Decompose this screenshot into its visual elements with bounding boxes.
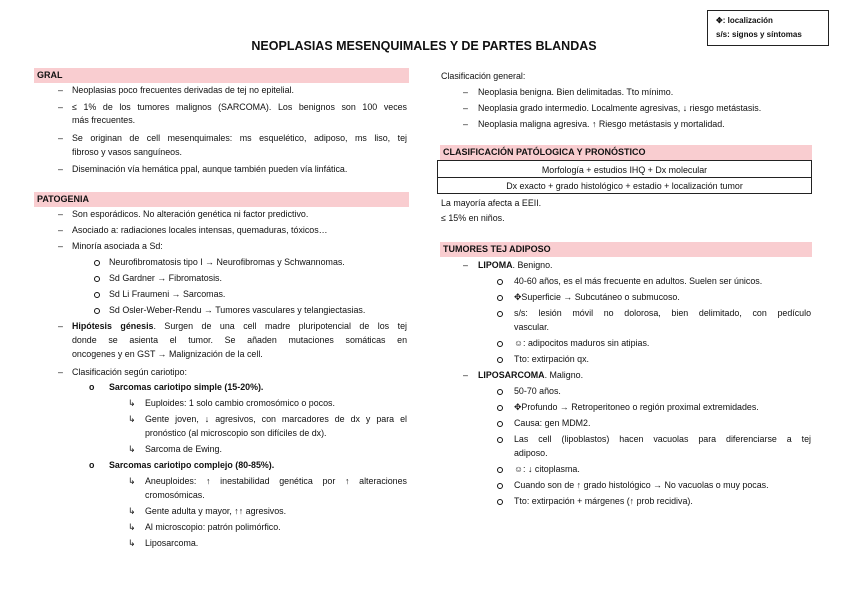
bullet-dash: – bbox=[463, 119, 468, 129]
bullet-circle bbox=[94, 292, 100, 298]
bullet-circle-bold: o bbox=[89, 460, 95, 470]
bullet-circle bbox=[497, 499, 503, 505]
legend-signos: s/s: signos y síntomas bbox=[716, 30, 802, 39]
gral-item-1: Neoplasias poco frecuentes derivadas de tej no epitelial. bbox=[72, 85, 295, 95]
bullet-circle-bold: o bbox=[89, 382, 95, 392]
bullet-dash: – bbox=[58, 321, 63, 331]
sub-arrow-icon: ↳ bbox=[128, 444, 136, 454]
general-intermedio: Neoplasia grado intermedio. Localmente agresivas, ↓ riesgo metástasis. bbox=[478, 103, 762, 113]
section-clasificacion-heading: CLASIFICACIÓN PATÓLOGICA Y PRONÓSTICO bbox=[440, 145, 812, 160]
patogenia-esporadicos: Son esporádicos. No alteración genética ni factor predictivo. bbox=[72, 209, 309, 219]
box-dx-exacto: Dx exacto + grado histológico + estadio + localización tumor bbox=[506, 181, 743, 191]
sub-arrow-icon: ↳ bbox=[128, 506, 136, 516]
simple-gente-joven: Gente joven, ↓ agresivos, con marcadores de dx y para el bbox=[145, 414, 407, 424]
simple-ewing: Sarcoma de Ewing. bbox=[145, 444, 222, 454]
hipotesis-line-1 bbox=[72, 320, 407, 332]
bullet-dash: – bbox=[58, 102, 63, 112]
clasificacion-general-heading: Clasificación general: bbox=[441, 71, 526, 81]
section-patogenia-heading: PATOGENIA bbox=[34, 192, 409, 207]
hipotesis-text: . Surgen de una cell madre pluripotencial de los tej bbox=[153, 321, 407, 331]
sd-osler: Sd Osler-Weber-Rendu → Tumores vasculares y telangiectasias. bbox=[109, 305, 366, 315]
patogenia-asociado: Asociado a: radiaciones locales intensas, quemaduras, tóxicos… bbox=[72, 225, 328, 235]
bullet-dash: – bbox=[58, 209, 63, 219]
bullet-dash: – bbox=[463, 87, 468, 97]
nota-ninos: ≤ 15% en niños. bbox=[441, 213, 505, 223]
complejo-aneuploides-cont: cromosómicas. bbox=[145, 490, 205, 500]
liposarcoma-grado: Cuando son de ↑ grado histológico → No vacuolas o muy pocas. bbox=[514, 480, 769, 490]
lipoma-localizacion: ✥Superficie → Subcutáneo o submucoso. bbox=[514, 292, 680, 302]
bullet-circle bbox=[497, 341, 503, 347]
section-adiposo-heading: TUMORES TEJ ADIPOSO bbox=[440, 242, 812, 257]
bullet-dash: – bbox=[58, 85, 63, 95]
sd-neurofibromatosis: Neurofibromatosis tipo I → Neurofibromas y Schwannomas. bbox=[109, 257, 345, 267]
bullet-dash: – bbox=[463, 370, 468, 380]
lipoma-tto: Tto: extirpación qx. bbox=[514, 354, 589, 364]
lipoma-signos-cont: vascular. bbox=[514, 322, 550, 332]
liposarcoma-edad: 50-70 años. bbox=[514, 386, 561, 396]
bullet-dash: – bbox=[58, 367, 63, 377]
hipotesis-line-2: donde se asienta el tumor. Se añaden mutaciones somáticas en bbox=[72, 335, 407, 345]
bullet-circle bbox=[497, 405, 503, 411]
complejo-liposarcoma: Liposarcoma. bbox=[145, 538, 199, 548]
complejo-gente-adulta: Gente adulta y mayor, ↑↑ agresivos. bbox=[145, 506, 287, 516]
hipotesis-line-3: oncogenes y en GST → Malignización de la cell. bbox=[72, 349, 263, 359]
lipoma-edad: 40-60 años, es el más frecuente en adultos. Suelen ser únicos. bbox=[514, 276, 763, 286]
bullet-dash: – bbox=[58, 133, 63, 143]
clasificacion-box bbox=[437, 160, 812, 194]
bullet-circle bbox=[94, 308, 100, 314]
nota-eeii: La mayoría afecta a EEII. bbox=[441, 198, 542, 208]
bullet-dash: – bbox=[463, 103, 468, 113]
liposarcoma-lipoblastos: Las cell (lipoblastos) hacen vacuolas para diferenciarse a tej bbox=[514, 434, 811, 444]
gral-item-3-cont: fibroso y vasos sanguíneos. bbox=[72, 147, 183, 157]
general-maligna: Neoplasia maligna agresiva. ↑ Riesgo metástasis y mortalidad. bbox=[478, 119, 725, 129]
lipoma-title bbox=[478, 259, 552, 271]
liposarcoma-tto: Tto: extirpación + márgenes (↑ prob recidiva). bbox=[514, 496, 693, 506]
bullet-circle bbox=[497, 389, 503, 395]
simple-gente-joven-cont: pronóstico (al microscopio son difíciles de dx). bbox=[145, 428, 327, 438]
lipoma-benigno: . Benigno. bbox=[512, 260, 553, 270]
legend-localizacion: ✥: localización bbox=[716, 16, 773, 25]
sub-arrow-icon: ↳ bbox=[128, 522, 136, 532]
sub-arrow-icon: ↳ bbox=[128, 538, 136, 548]
section-gral-heading: GRAL bbox=[34, 68, 409, 83]
page-title: NEOPLASIAS MESENQUIMALES Y DE PARTES BLANDAS bbox=[251, 39, 597, 53]
liposarcoma-maligno: . Maligno. bbox=[544, 370, 584, 380]
lipoma-microscopio: ☺: adipocitos maduros sin atipias. bbox=[514, 338, 650, 348]
liposarcoma-microscopio: ☺: ↓ citoplasma. bbox=[514, 464, 580, 474]
sd-gardner: Sd Gardner → Fibromatosis. bbox=[109, 273, 222, 283]
bullet-circle bbox=[497, 279, 503, 285]
sd-li-fraumeni: Sd Li Fraumeni → Sarcomas. bbox=[109, 289, 226, 299]
bullet-circle bbox=[497, 467, 503, 473]
bullet-circle bbox=[94, 260, 100, 266]
liposarcoma-lipoblastos-cont: adiposo. bbox=[514, 448, 548, 458]
gral-item-2: ≤ 1% de los tumores malignos (SARCOMA). Los benignos son 100 veces bbox=[72, 102, 407, 112]
gral-item-3: Se originan de cell mesenquimales: ms esquelético, adiposo, ms liso, tej bbox=[72, 133, 407, 143]
bullet-circle bbox=[497, 311, 503, 317]
gral-item-4: Diseminación vía hemática ppal, aunque también pueden vía linfática. bbox=[72, 164, 348, 174]
bullet-circle bbox=[497, 295, 503, 301]
general-benigna: Neoplasia benigna. Bien delimitadas. Tto mínimo. bbox=[478, 87, 674, 97]
clasificacion-cariotipo: Clasificación según cariotipo: bbox=[72, 367, 187, 377]
bullet-circle bbox=[497, 437, 503, 443]
liposarcoma-localizacion: ✥Profundo → Retroperitoneo o región proximal extremidades. bbox=[514, 402, 759, 412]
bullet-circle bbox=[94, 276, 100, 282]
box-morfologia: Morfología + estudios IHQ + Dx molecular bbox=[541, 165, 708, 175]
cariotipo-complejo: Sarcomas cariotipo complejo (80-85%). bbox=[109, 460, 275, 470]
liposarcoma-causa: Causa: gen MDM2. bbox=[514, 418, 591, 428]
lipoma-signos: s/s: lesión móvil no dolorosa, bien delimitado, con pedículo bbox=[514, 308, 811, 318]
bullet-circle bbox=[497, 483, 503, 489]
sub-arrow-icon: ↳ bbox=[128, 398, 136, 408]
simple-euploides: Euploides: 1 solo cambio cromosómico o pocos. bbox=[145, 398, 335, 408]
bullet-dash: – bbox=[58, 241, 63, 251]
box-divider bbox=[438, 177, 811, 178]
bullet-circle bbox=[497, 357, 503, 363]
lipoma-bold: LIPOMA bbox=[478, 260, 513, 270]
sub-arrow-icon: ↳ bbox=[128, 476, 136, 486]
complejo-aneuploides: Aneuploides: ↑ inestabilidad genética por ↑ alteraciones bbox=[145, 476, 407, 486]
hipotesis-bold: Hipótesis génesis bbox=[72, 321, 154, 331]
liposarcoma-title bbox=[478, 369, 583, 381]
liposarcoma-bold: LIPOSARCOMA bbox=[478, 370, 545, 380]
bullet-dash: – bbox=[58, 164, 63, 174]
bullet-circle bbox=[497, 421, 503, 427]
patogenia-minoria: Minoría asociada a Sd: bbox=[72, 241, 163, 251]
bullet-dash: – bbox=[463, 260, 468, 270]
complejo-microscopio: Al microscopio: patrón polimórfico. bbox=[145, 522, 281, 532]
sub-arrow-icon: ↳ bbox=[128, 414, 136, 424]
gral-item-2-cont: más frecuentes. bbox=[72, 115, 136, 125]
bullet-dash: – bbox=[58, 225, 63, 235]
cariotipo-simple: Sarcomas cariotipo simple (15-20%). bbox=[109, 382, 264, 392]
